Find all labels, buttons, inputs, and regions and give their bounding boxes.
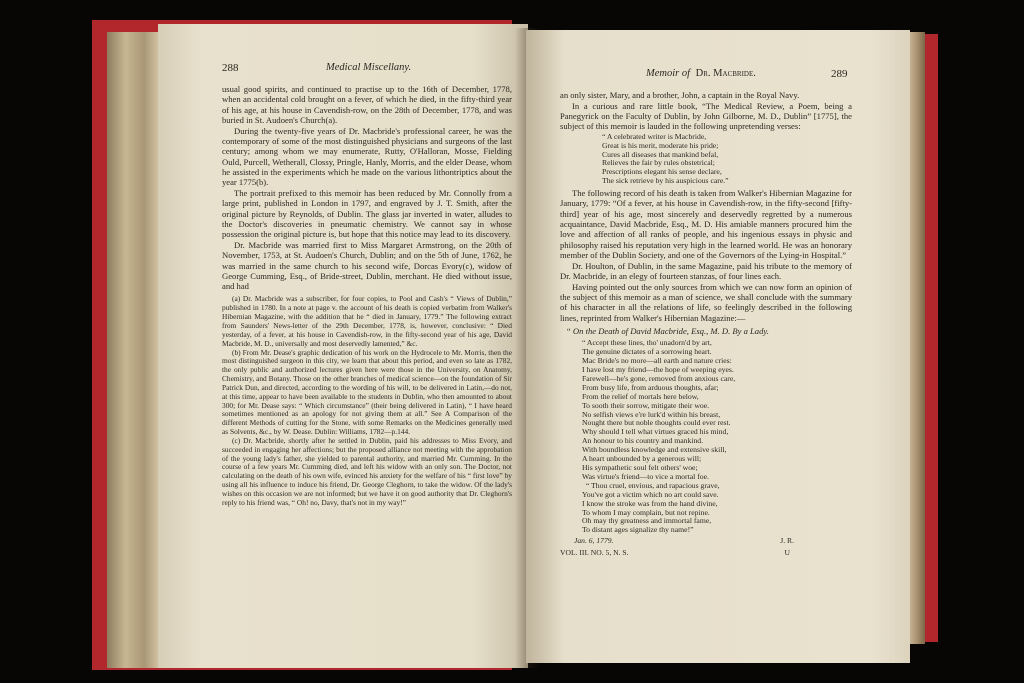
left-footnotes: [222, 295, 512, 507]
verse-line: You've got a victim which no art could save.: [582, 489, 719, 499]
footnote-c: (c) Dr. Macbride, shortly after he settled in Dublin, paid his addresses to Miss Evory, and succeeded in engaging her affections; but the proposed alliance not meeting with the approbation of the young lady's father, she yielded to parental authority, and married Mr. Cumming. In the course of a few years Mr. Cumming died, and left his widow with an only son. The Doctor, not calculating on the death of his own wife, evinced his anxiety for the welfare of his “ first love” by using all his influence to induce his friend, Dr. George Cleghorn, to take the widow. Of the lady's wishes on this occasion we are not informed; but we have it on good authority that Dr. Cleghorn's reply to his friend was, “ Oh! no, Davy, that's not in my way!”: [222, 435, 512, 507]
verse-line: Nought there but noble thoughts could ever rest.: [582, 418, 731, 428]
verse-line: Why should I tell what virtues graced his mind,: [582, 427, 729, 437]
verse-line: His sympathetic soul felt others' woe;: [582, 462, 698, 472]
verse-line: No selfish views e're lurk'd within his breast,: [582, 409, 721, 419]
verse-line: “ A celebrated writer is Macbride,: [602, 131, 707, 141]
left-paragraph: usual good spirits, and continued to practise up to the 16th of December, 1778, when an accidental cold brought on a fever, of which he died, in the fifty-third year of his age, at his house in Cavendish-row, on the 28th of December, 1778, and was buried in St. Audoen's Church(a).: [222, 84, 512, 125]
right-page: [526, 30, 910, 663]
poem-date: Jan. 6, 1779.: [574, 536, 614, 546]
verse-line: Oh may thy greatness and immortal fame,: [582, 516, 712, 526]
footnote-a: (a) Dr. Macbride was a subscriber, for four copies, to Pool and Cash's “ Views of Dublin,” published in 1780. In a note at page v. the account of his death is copied verbatim from Walker's Hibernian Magazine, with the addition that he “ died in January, 1779.” The following extract from Saunders' News-letter of the 29th December, 1778, is, however, conclusive: “ Died yesterday, of a fever, at his house in Cavendish-row, in the fifty-second year of his age, David Macbride, M. D., universally and most deservedly lamented,” &c.: [222, 294, 512, 348]
footnote-b: (b) From Mr. Dease's graphic dedication of his work on the Hydrocele to Mr. Morris, then the most distinguished surgeon in this city, we learn that about this period, and even so late as 1782, the only public and authorized lectures given here were those in the University, on Anatomy, Chemistry, and Botany. Those on the other branches of medical science—on the foundation of Sir Patrick Dun, and directed, according to the wording of his will, to be delivered in Latin,—do not, at this time, appear to have been available to the students in Dublin, who then amounted to about 300; for Mr. Dease says: “ Which circumstance” (their being delivered in Latin), “ I have heard sometimes mentioned as an apology for not giving them at all.” See A Comparison of the different Methods of cutting for the Stone, with some Remarks on the Medicines generally used as Solvents, &c., by W. Dease. Dublin: Williams, 1782—p.144.: [222, 347, 512, 437]
left-page: [158, 24, 528, 668]
left-page-number: 288: [222, 62, 239, 74]
left-paragraph: During the twenty-five years of Dr. Macbride's professional career, he was the contemporary of some of the most distinguished physicians and surgeons of the last century; among whom we may enumerate, Rutty, O'Halloran, Mosse, Fielding Ould, Purcell, Wetherall, Clossy, Pringle, Hanly, Morris, and the elder Dease, whom he assisted in the experiments which he made on the various lithontriptics about the year 1775(b).: [222, 125, 512, 188]
verse-elegy: [560, 339, 852, 535]
right-paragraph: Having pointed out the only sources from which we can now form an opinion of the subject of this memoir as a man of science, we shall conclude with the summary of his character in all the relations of life, so feelingly described in the following lines, reprinted from Walker's Hibernian Magazine:—: [560, 281, 852, 323]
left-paragraph: Dr. Macbride was married first to Miss Margaret Armstrong, on the 20th of November, 1753, at St. Audoen's Church, Dublin; and on the 5th of June, 1762, he was married in the same church to his second wife, Dorcas Evory(c), widow of George Cumming, Esq., of Bride-street, Dublin, merchant. He died without issue, and had: [222, 239, 512, 292]
verse-line: With boundless knowledge and extensive skill,: [582, 445, 727, 455]
verse-line: A heart unbounded by a generous will;: [582, 454, 702, 464]
verse-line: The genuine dictates of a sorrowing heart.: [582, 347, 712, 357]
signature-mark: VOL. III. NO. 5, N. S.: [560, 547, 629, 557]
verse-line: Cures all diseases that mankind befal,: [602, 149, 719, 159]
verse-line: Was virtue's friend—to vice a mortal foe.: [582, 471, 709, 481]
right-page-number: 289: [831, 68, 848, 80]
poem-heading: “ On the Death of David Macbride, Esq., M. D. By a Lady.: [566, 325, 769, 336]
right-paragraph: an only sister, Mary, and a brother, John, a captain in the Royal Navy.: [560, 90, 800, 100]
left-page-text: [222, 84, 512, 508]
verse-line: The sick retrieve by his auspicious care.”: [602, 176, 729, 186]
verse-line: Farewell—he's gone, removed from anxious care,: [582, 373, 736, 383]
verse-line: I have lost my friend—the hope of weeping eyes.: [582, 365, 734, 374]
running-head-caps: Dr. Macbride.: [695, 68, 756, 79]
gathering-letter: U: [784, 547, 790, 557]
verse-line: “ Accept these lines, tho' unadorn'd by art,: [582, 338, 712, 348]
poem-signature-line: [560, 536, 852, 546]
left-paragraph: The portrait prefixed to this memoir has been reduced by Mr. Connolly from a large print, published in London in 1797, and engraved by J. T. Smith, after the original picture by Reynolds, of Dublin. The glass jar inverted in water, alludes to the Doctor's discoveries in pneumatic chemistry. We cannot say in whose possession the original picture is, but hope that this notice may lead to its discovery.: [222, 187, 512, 240]
left-running-head: Medical Miscellany.: [326, 62, 412, 73]
verse-line: To distant ages signalize thy name!”: [582, 525, 694, 535]
right-page-text: [560, 90, 852, 558]
page-footer: [560, 548, 852, 558]
right-running-head: [646, 68, 756, 79]
poem-signature: J. R.: [780, 536, 794, 546]
verse-line: From busy life, from arduous thoughts, afar;: [582, 382, 719, 392]
verse-line: An honour to his country and mankind.: [582, 436, 704, 446]
right-paragraph: In a curious and rare little book, “The Medical Review, a Poem, being a Panegyrick on the Faculty of Dublin, by John Gilborne, M. D., Dublin” [1775], the subject of this memoir is lauded in the following unpretending verses:: [560, 100, 852, 132]
right-paragraph: Dr. Houlton, of Dublin, in the same Magazine, paid his tribute to the memory of Dr. Macbride, in an elegy of fourteen stanzas, of four lines each.: [560, 260, 852, 281]
verse-line: From the relief of mortals here below,: [582, 391, 699, 401]
running-head-italic: Memoir of: [646, 68, 691, 79]
verse-line: “ Thou cruel, envious, and rapacious grave,: [582, 480, 720, 490]
verse-line: To sooth their sorrow, mitigate their woe.: [582, 400, 710, 410]
verse-line: Great is his merit, moderate his pride;: [602, 140, 719, 150]
verse-line: Mac Bride's no more—all earth and nature cries:: [582, 356, 732, 366]
page-edges-left: [107, 32, 160, 668]
verse-line: Relieves the fair by rules obstetrical;: [602, 158, 715, 168]
right-paragraph: The following record of his death is taken from Walker's Hibernian Magazine for January, 1779: “Of a fever, at his house in Cavendish-row, in the fifty-second [fifty-third] year of his age, most sincerely and deservedly regretted by a numerous acquaintance, David Macbride, Esq., M. D. His amiable manners procured him the love and affection of all ranks of people, and his ingenious essays in physic and philosophy raised his reputation very high in the learned world. He was an honorary member of the Dublin Society, and one of the Governors of the Lying-in Hospital.”: [560, 188, 852, 260]
verse-line: To whom I may complain, but not repine.: [582, 507, 710, 517]
verse-line: I know the stroke was from the hand divine,: [582, 498, 718, 508]
verse-medical-review: [560, 133, 852, 186]
verse-line: Prescriptions elegant his sense declare,: [602, 167, 722, 177]
